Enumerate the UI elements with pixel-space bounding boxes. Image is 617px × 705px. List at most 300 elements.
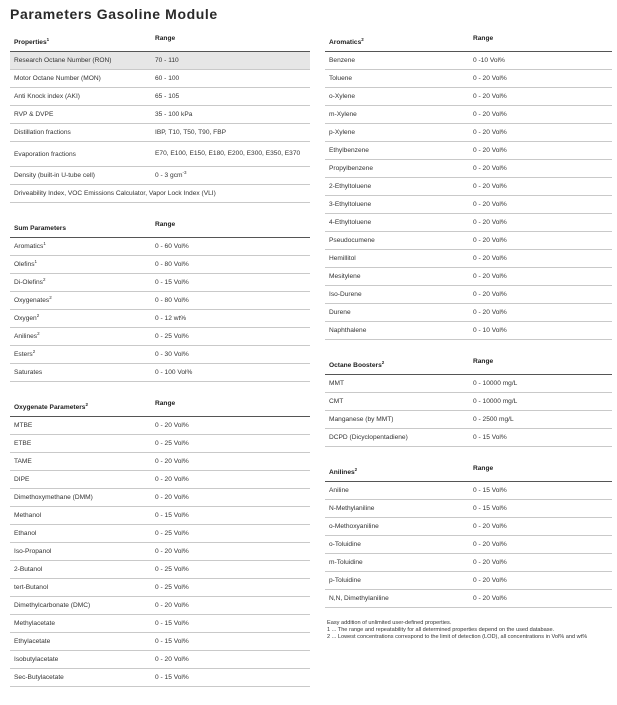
- parameter-cell: [325, 291, 473, 298]
- parameter-cell: [325, 541, 473, 548]
- table-row: [10, 525, 310, 543]
- parameter-name: Isobutylacetate: [14, 656, 59, 663]
- superscript: 1: [43, 240, 46, 246]
- header-parameter-label: Aromatics: [329, 39, 362, 46]
- table-row: [325, 572, 612, 590]
- parameter-name: RVP & DVPE: [14, 111, 54, 118]
- parameter-name: o-Methoxyaniline: [329, 523, 379, 530]
- range-cell: [155, 512, 310, 520]
- range-cell: [473, 255, 612, 263]
- superscript: 1: [46, 36, 50, 42]
- range-value: 0 - 10000 mg/L: [473, 379, 518, 387]
- parameter-cell: [325, 380, 473, 387]
- range-cell: [155, 494, 310, 502]
- header-parameter-label: Sum Parameters: [14, 225, 67, 232]
- parameter-name: p-Xylene: [329, 129, 356, 136]
- range-cell: [473, 75, 612, 83]
- header-parameter: [325, 358, 473, 374]
- range-cell: [155, 279, 310, 287]
- range-cell: [155, 656, 310, 664]
- parameter-cell: [10, 172, 155, 179]
- range-cell: [155, 243, 310, 251]
- range-value: 0 - 20 Vol%: [155, 475, 189, 483]
- range-cell: [473, 416, 612, 424]
- parameter-name: Aromatics: [14, 243, 44, 250]
- parameter-name: 3-Ethyltoluene: [329, 201, 372, 208]
- range-cell: [155, 315, 310, 323]
- range-cell: [473, 57, 612, 65]
- range-value: 0 - 20 Vol%: [155, 655, 189, 663]
- parameter-name: Ethylacetate: [14, 638, 51, 645]
- range-value: 0 - 25 Vol%: [155, 439, 189, 447]
- table-row: [325, 590, 612, 608]
- range-value: 0 - 20 Vol%: [155, 457, 189, 465]
- range-value: 0 - 20 Vol%: [473, 110, 507, 118]
- table-row: [325, 304, 612, 322]
- header-parameter: [10, 400, 155, 416]
- header-range: Range: [155, 400, 176, 407]
- range-cell: [155, 476, 310, 484]
- parameter-name: Anilines: [14, 333, 38, 340]
- range-value: 0 - 15 Vol%: [155, 278, 189, 286]
- parameter-cell: [10, 476, 155, 483]
- table-row: [325, 88, 612, 106]
- parameter-name: Methylacetate: [14, 620, 56, 627]
- range-cell: [155, 111, 310, 119]
- range-value: 65 - 105: [155, 92, 180, 100]
- range-value: 0 - 15 Vol%: [155, 673, 189, 681]
- table-row: [10, 328, 310, 346]
- table-row: [10, 471, 310, 489]
- header-range: Range: [473, 358, 494, 365]
- range-cell: [473, 309, 612, 317]
- table-header: [325, 465, 612, 482]
- superscript: 2: [381, 359, 385, 365]
- table-row: [10, 346, 310, 364]
- parameter-cell: [10, 190, 310, 197]
- table-row: [325, 536, 612, 554]
- parameter-cell: [325, 523, 473, 530]
- range-value: 0 - 20 Vol%: [155, 547, 189, 555]
- range-cell: [473, 129, 612, 137]
- range-value: 0 - 20 Vol%: [473, 522, 507, 530]
- table-row: [325, 554, 612, 572]
- table-row: [10, 185, 310, 203]
- range-cell: [155, 548, 310, 556]
- range-value: 0 - 20 Vol%: [473, 92, 507, 100]
- parameter-name: MTBE: [14, 422, 33, 429]
- table-row: [10, 238, 310, 256]
- range-cell: [473, 237, 612, 245]
- range-cell: [155, 566, 310, 574]
- parameter-cell: [10, 369, 155, 376]
- range-cell: [155, 297, 310, 305]
- range-cell: [473, 111, 612, 119]
- parameter-name: Propylbenzene: [329, 165, 373, 172]
- parameter-name: 2-Butanol: [14, 566, 43, 573]
- table-row: [10, 88, 310, 106]
- parameter-cell: [325, 201, 473, 208]
- header-parameter-label: Anilines: [329, 469, 355, 476]
- range-value: 0 - 100 Vol%: [155, 368, 193, 376]
- range-value: 0 - 60 Vol%: [155, 242, 189, 250]
- parameter-name: Methanol: [14, 512, 42, 519]
- range-cell: [473, 327, 612, 335]
- range-value: 0 - 20 Vol%: [473, 146, 507, 154]
- table-row: [325, 124, 612, 142]
- range-cell: [155, 620, 310, 628]
- range-value: 0 - 15 Vol%: [155, 637, 189, 645]
- range-cell: [473, 398, 612, 406]
- range-cell: [155, 584, 310, 592]
- table-row: [10, 615, 310, 633]
- header-range: Range: [155, 35, 176, 42]
- range-value: 0 - 20 Vol%: [473, 594, 507, 602]
- range-cell: [473, 165, 612, 173]
- parameter-cell: [10, 440, 155, 447]
- table-row: [325, 232, 612, 250]
- parameter-name: DCPD (Dicyclopentadiene): [329, 434, 408, 441]
- range-value: IBP, T10, T50, T90, FBP: [155, 128, 226, 136]
- table-header: [325, 358, 612, 375]
- parameter-name: Distillation fractions: [14, 129, 71, 136]
- superscript: 2: [85, 401, 88, 407]
- table-row: [325, 52, 612, 70]
- parameter-cell: [10, 151, 155, 158]
- range-value: 0 - 20 Vol%: [473, 128, 507, 136]
- table-row: [325, 322, 612, 340]
- parameter-cell: [10, 530, 155, 537]
- range-cell: [155, 440, 310, 448]
- range-value: 70 - 110: [155, 56, 179, 64]
- range-cell: [473, 577, 612, 585]
- table-row: [10, 52, 310, 70]
- table-row: [10, 142, 310, 167]
- table-row: [325, 482, 612, 500]
- parameter-cell: [10, 258, 155, 268]
- parameter-name: Iso-Durene: [329, 291, 362, 298]
- table-row: [10, 543, 310, 561]
- table-row: [325, 429, 612, 447]
- range-value: 0 - 20 Vol%: [473, 74, 507, 82]
- parameter-cell: [10, 312, 155, 322]
- parameter-cell: [325, 57, 473, 64]
- range-value: 0 - 80 Vol%: [155, 296, 189, 304]
- parameter-cell: [325, 595, 473, 602]
- header-range: Range: [155, 221, 176, 228]
- table-row: [10, 507, 310, 525]
- parameter-name: 2-Ethyltoluene: [329, 183, 372, 190]
- parameter-cell: [10, 620, 155, 627]
- parameter-cell: [325, 75, 473, 82]
- range-value: 0 - 20 Vol%: [473, 200, 507, 208]
- table-row: [325, 196, 612, 214]
- range-cell: [473, 487, 612, 495]
- table-anilines: [325, 465, 612, 608]
- table-row: [325, 250, 612, 268]
- parameter-cell: [325, 147, 473, 154]
- parameter-cell: [10, 111, 155, 118]
- range-value: 0 - 25 Vol%: [155, 529, 189, 537]
- table-aromatics: [325, 35, 612, 340]
- range-cell: [473, 201, 612, 209]
- parameter-cell: [10, 494, 155, 501]
- range-value: 0 - 15 Vol%: [155, 511, 189, 519]
- range-cell: [473, 541, 612, 549]
- parameter-name: Oxygen: [14, 315, 37, 322]
- parameter-cell: [325, 505, 473, 512]
- header-parameter: [325, 465, 473, 481]
- table-row: [10, 417, 310, 435]
- parameter-name: Saturates: [14, 369, 43, 376]
- parameter-name: MMT: [329, 380, 345, 387]
- range-value: 0 - 15 Vol%: [155, 619, 189, 627]
- range-cell: [473, 183, 612, 191]
- table-row: [10, 310, 310, 328]
- range-cell: [155, 638, 310, 646]
- superscript: 1: [34, 258, 38, 264]
- range-cell: [473, 291, 612, 299]
- range-value: 0 - 15 Vol%: [473, 433, 507, 441]
- right-column: [325, 35, 612, 641]
- range-value: 0 - 20 Vol%: [473, 254, 507, 262]
- range-cell: [473, 505, 612, 513]
- parameter-cell: [10, 674, 155, 681]
- parameter-cell: [325, 255, 473, 262]
- parameter-cell: [10, 330, 155, 340]
- range-value: 0 - 20 Vol%: [473, 290, 507, 298]
- range-cell: [155, 674, 310, 682]
- table-row: [325, 500, 612, 518]
- table-header: [10, 400, 310, 417]
- parameter-name: Driveability Index, VOC Emissions Calculator, Vapor Lock Index (VLI): [14, 190, 216, 197]
- range-cell: [155, 422, 310, 430]
- header-parameter-label: Properties: [14, 39, 47, 46]
- parameter-name: Esters: [14, 351, 33, 358]
- parameter-cell: [325, 273, 473, 280]
- parameter-cell: [325, 309, 473, 316]
- table-row: [10, 579, 310, 597]
- parameter-name: Iso-Propanol: [14, 548, 52, 555]
- parameter-name: Pseudocumene: [329, 237, 375, 244]
- range-value: 0 -10 Vol%: [473, 56, 505, 64]
- range-value: 0 - 20 Vol%: [473, 272, 507, 280]
- range-cell: [473, 595, 612, 603]
- parameter-name: Aniline: [329, 487, 349, 494]
- header-parameter-label: Octane Boosters: [329, 362, 382, 369]
- range-cell: [155, 57, 310, 65]
- parameter-name: o-Xylene: [329, 93, 356, 100]
- parameter-cell: [10, 656, 155, 663]
- parameter-cell: [325, 416, 473, 423]
- parameter-name: Anti Knock index (AKI): [14, 93, 80, 100]
- header-parameter: [10, 35, 155, 51]
- parameter-name: p-Toluidine: [329, 577, 361, 584]
- parameter-name: Oxygenates: [14, 297, 50, 304]
- range-value: 0 - 2500 mg/L: [473, 415, 514, 423]
- range-value: 0 - 15 Vol%: [473, 486, 507, 494]
- header-range: Range: [473, 465, 494, 472]
- range-value: 0 - 20 Vol%: [473, 164, 507, 172]
- parameter-name: Research Octane Number (RON): [14, 57, 112, 64]
- superscript: 2: [36, 312, 40, 318]
- range-cell: [155, 169, 310, 180]
- range-value: 0 - 20 Vol%: [473, 576, 507, 584]
- table-row: [325, 393, 612, 411]
- table-row: [325, 518, 612, 536]
- parameter-name: Density (built-in U-tube cell): [14, 172, 95, 179]
- range-cell: [155, 602, 310, 610]
- range-cell: [155, 129, 310, 137]
- parameter-name: N,N, Dimethylaniline: [329, 595, 389, 602]
- range-cell: [155, 93, 310, 101]
- range-cell: [473, 273, 612, 281]
- table-row: [325, 142, 612, 160]
- parameter-cell: [10, 93, 155, 100]
- parameter-cell: [10, 566, 155, 573]
- parameter-cell: [325, 111, 473, 118]
- footnote-line: Easy addition of unlimited user-defined properties.: [327, 620, 452, 626]
- table-header: [10, 221, 310, 238]
- range-cell: [155, 261, 310, 269]
- range-value: 0 - 30 Vol%: [155, 350, 189, 358]
- range-cell: [155, 75, 310, 83]
- parameter-cell: [325, 577, 473, 584]
- table-row: [10, 364, 310, 382]
- parameter-cell: [10, 240, 155, 250]
- parameter-cell: [10, 276, 155, 286]
- table-header: [10, 35, 310, 52]
- footnote-line: 1 ... The range and repeatability for all determined properties depend on the used database.: [327, 627, 555, 633]
- parameter-cell: [325, 129, 473, 136]
- table-row: [325, 214, 612, 232]
- range-value: 0 - 20 Vol%: [473, 558, 507, 566]
- table-row: [10, 651, 310, 669]
- parameter-name: Evaporation fractions: [14, 150, 76, 158]
- parameter-cell: [10, 129, 155, 136]
- parameter-cell: [10, 294, 155, 304]
- parameter-cell: [325, 93, 473, 100]
- superscript: -3: [182, 169, 187, 175]
- parameter-name: Durene: [329, 309, 351, 316]
- range-value: 0 - 20 Vol%: [473, 236, 507, 244]
- range-value: 0 - 25 Vol%: [155, 565, 189, 573]
- range-value: 0 - 10000 mg/L: [473, 397, 518, 405]
- parameter-cell: [10, 512, 155, 519]
- range-value: 0 - 15 Vol%: [473, 504, 507, 512]
- parameter-cell: [10, 458, 155, 465]
- table-row: [325, 106, 612, 124]
- range-cell: [155, 333, 310, 341]
- parameter-name: m-Toluidine: [329, 559, 363, 566]
- parameter-cell: [10, 75, 155, 82]
- parameter-name: Di-Olefins: [14, 279, 43, 286]
- range-cell: [473, 559, 612, 567]
- range-cell: [155, 458, 310, 466]
- table-row: [10, 435, 310, 453]
- range-cell: [155, 369, 310, 377]
- parameter-cell: [325, 327, 473, 334]
- parameter-cell: [10, 422, 155, 429]
- table-oxygenate-parameters: [10, 400, 310, 687]
- footnotes: [325, 620, 612, 641]
- parameter-name: Manganese (by MMT): [329, 416, 394, 423]
- table-header: [325, 35, 612, 52]
- table-row: [10, 597, 310, 615]
- parameter-name: ETBE: [14, 440, 32, 447]
- parameter-cell: [325, 559, 473, 566]
- parameter-cell: [10, 548, 155, 555]
- range-value: 0 - 3 gcm: [155, 171, 183, 179]
- table-row: [325, 375, 612, 393]
- parameter-name: Naphthalene: [329, 327, 367, 334]
- superscript: 2: [32, 348, 36, 354]
- superscript: 2: [361, 36, 364, 42]
- parameter-cell: [325, 165, 473, 172]
- parameter-cell: [325, 183, 473, 190]
- table-row: [10, 274, 310, 292]
- parameter-name: m-Xylene: [329, 111, 357, 118]
- parameter-name: Sec-Butylacetate: [14, 674, 64, 681]
- superscript: 2: [354, 466, 358, 472]
- table-row: [10, 633, 310, 651]
- parameter-name: DIPE: [14, 476, 30, 483]
- superscript: 2: [37, 330, 40, 336]
- table-row: [10, 256, 310, 274]
- parameter-name: Olefins: [14, 261, 35, 268]
- table-row: [10, 167, 310, 185]
- parameter-cell: [10, 602, 155, 609]
- parameter-name: Motor Octane Number (MON): [14, 75, 101, 82]
- range-cell: [473, 147, 612, 155]
- range-cell: [473, 434, 612, 442]
- range-cell: [155, 150, 310, 158]
- parameter-name: o-Toluidine: [329, 541, 361, 548]
- table-row: [325, 286, 612, 304]
- parameter-name: Mesitylene: [329, 273, 361, 280]
- header-parameter: [10, 221, 155, 237]
- parameter-name: Hemillitol: [329, 255, 356, 262]
- parameter-cell: [10, 57, 155, 64]
- parameter-name: Ethanol: [14, 530, 37, 537]
- table-row: [325, 178, 612, 196]
- parameter-cell: [325, 434, 473, 441]
- table-row: [10, 292, 310, 310]
- table-row: [10, 453, 310, 471]
- superscript: 2: [49, 294, 52, 300]
- left-column: [10, 35, 310, 705]
- page-title: Parameters Gasoline Module: [10, 6, 218, 22]
- range-value: 0 - 20 Vol%: [155, 493, 189, 501]
- table-row: [10, 124, 310, 142]
- header-range: Range: [473, 35, 494, 42]
- parameter-name: N-Methylaniline: [329, 505, 375, 512]
- range-cell: [473, 93, 612, 101]
- parameter-name: Dimethylcarbonate (DMC): [14, 602, 91, 609]
- parameter-cell: [10, 584, 155, 591]
- table-row: [10, 669, 310, 687]
- range-value: 0 - 20 Vol%: [155, 601, 189, 609]
- range-value: 35 - 100 kPa: [155, 110, 193, 118]
- parameter-cell: [325, 398, 473, 405]
- header-parameter: [325, 35, 473, 51]
- parameter-cell: [325, 219, 473, 226]
- parameter-cell: [10, 638, 155, 645]
- table-row: [10, 70, 310, 88]
- table-row: [325, 411, 612, 429]
- range-value: 0 - 20 Vol%: [155, 421, 189, 429]
- table-row: [10, 489, 310, 507]
